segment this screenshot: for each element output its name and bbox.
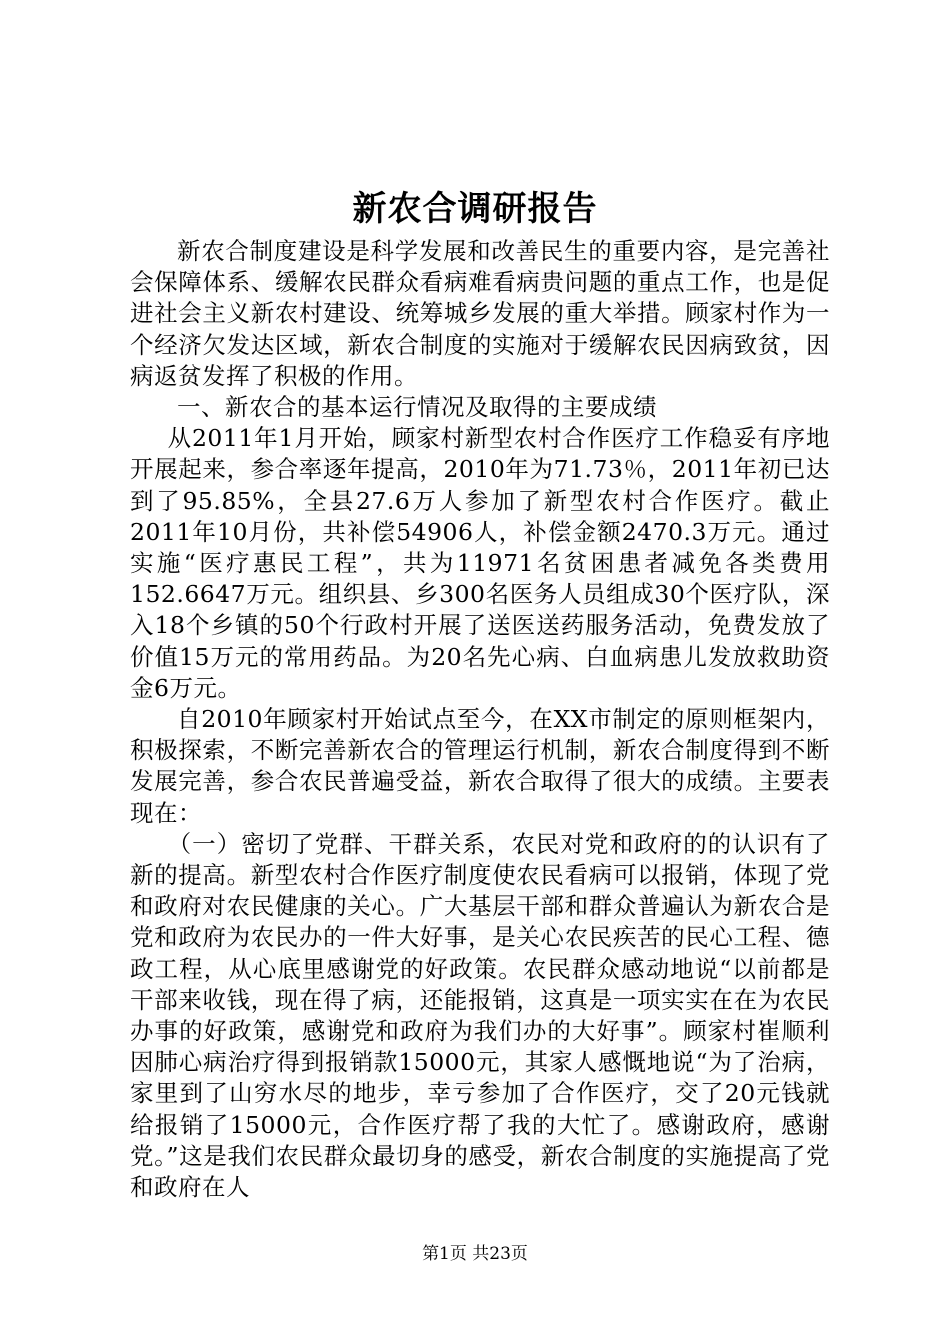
section-heading-1: 一、新农合的基本运行情况及取得的主要成绩 [177, 393, 657, 422]
paragraph-subsection-1: （一）密切了党群、干群关系，农民对党和政府的的认识有了新的提高。新型农村合作医疗制度使农民看病可以报销，体现了党和政府对农民健康的关心。广大基层干部和群众普遍认为新农合是党和政府为农民办的一件大好事，是关心农民疾苦的民心工程、德政工程，从心底里感谢党的好政策。农民群众感动地说“以前都是干部来收钱，现在得了病，还能报销，这真是一项实实在在为农民办事的好政策，感谢党和政府为我们办的大好事”。顾家村崔顺利因肺心病治疗得到报销款15000元，其家人感慨地说“为了治病，家里到了山穷水尽的地步，幸亏参加了合作医疗，交了20元钱就给报销了15000元，合作医疗帮了我的大忙了。感谢政府，感谢党。”这是我们农民群众最切身的感受，新农合制度的实施提高了党和政府在人 [130, 829, 830, 1202]
page-footer: 第1页 共23页 [422, 1244, 528, 1264]
paragraph-statistics: 从2011年1月开始，顾家村新型农村合作医疗工作稳妥有序地开展起来，参合率逐年提高，2010年为71.73％，2011年初已达到了95.85%，全县27.6万人参加了新型农村合作医疗。截止2011年10月份，共补偿54906人，补偿金额2470.3万元。通过实施“医疗惠民工程”，共为11971名贫困患者减免各类费用152.6647万元。组织县、乡300名医务人员组成30个医疗队，深入18个乡镇的50个行政村开展了送医送药服务活动，免费发放了价值15万元的常用药品。为20名先心病、白血病患儿发放救助资金6万元。 [130, 424, 830, 702]
document-title: 新农合调研报告 [352, 189, 598, 229]
document-body [130, 236, 830, 1203]
paragraph-intro: 新农合制度建设是科学发展和改善民生的重要内容，是完善社会保障体系、缓解农民群众看病难看病贵问题的重点工作，也是促进社会主义新农村建设、统筹城乡发展的重大举措。顾家村作为一个经济欠发达区域，新农合制度的实施对于缓解农民因病致贫，因病返贫发挥了积极的作用。 [130, 237, 830, 390]
paragraph-pilot: 自2010年顾家村开始试点至今，在XX市制定的原则框架内，积极探索，不断完善新农合的管理运行机制，新农合制度得到不断发展完善，参合农民普遍受益，新农合取得了很大的成绩。主要表现在： [130, 705, 830, 827]
